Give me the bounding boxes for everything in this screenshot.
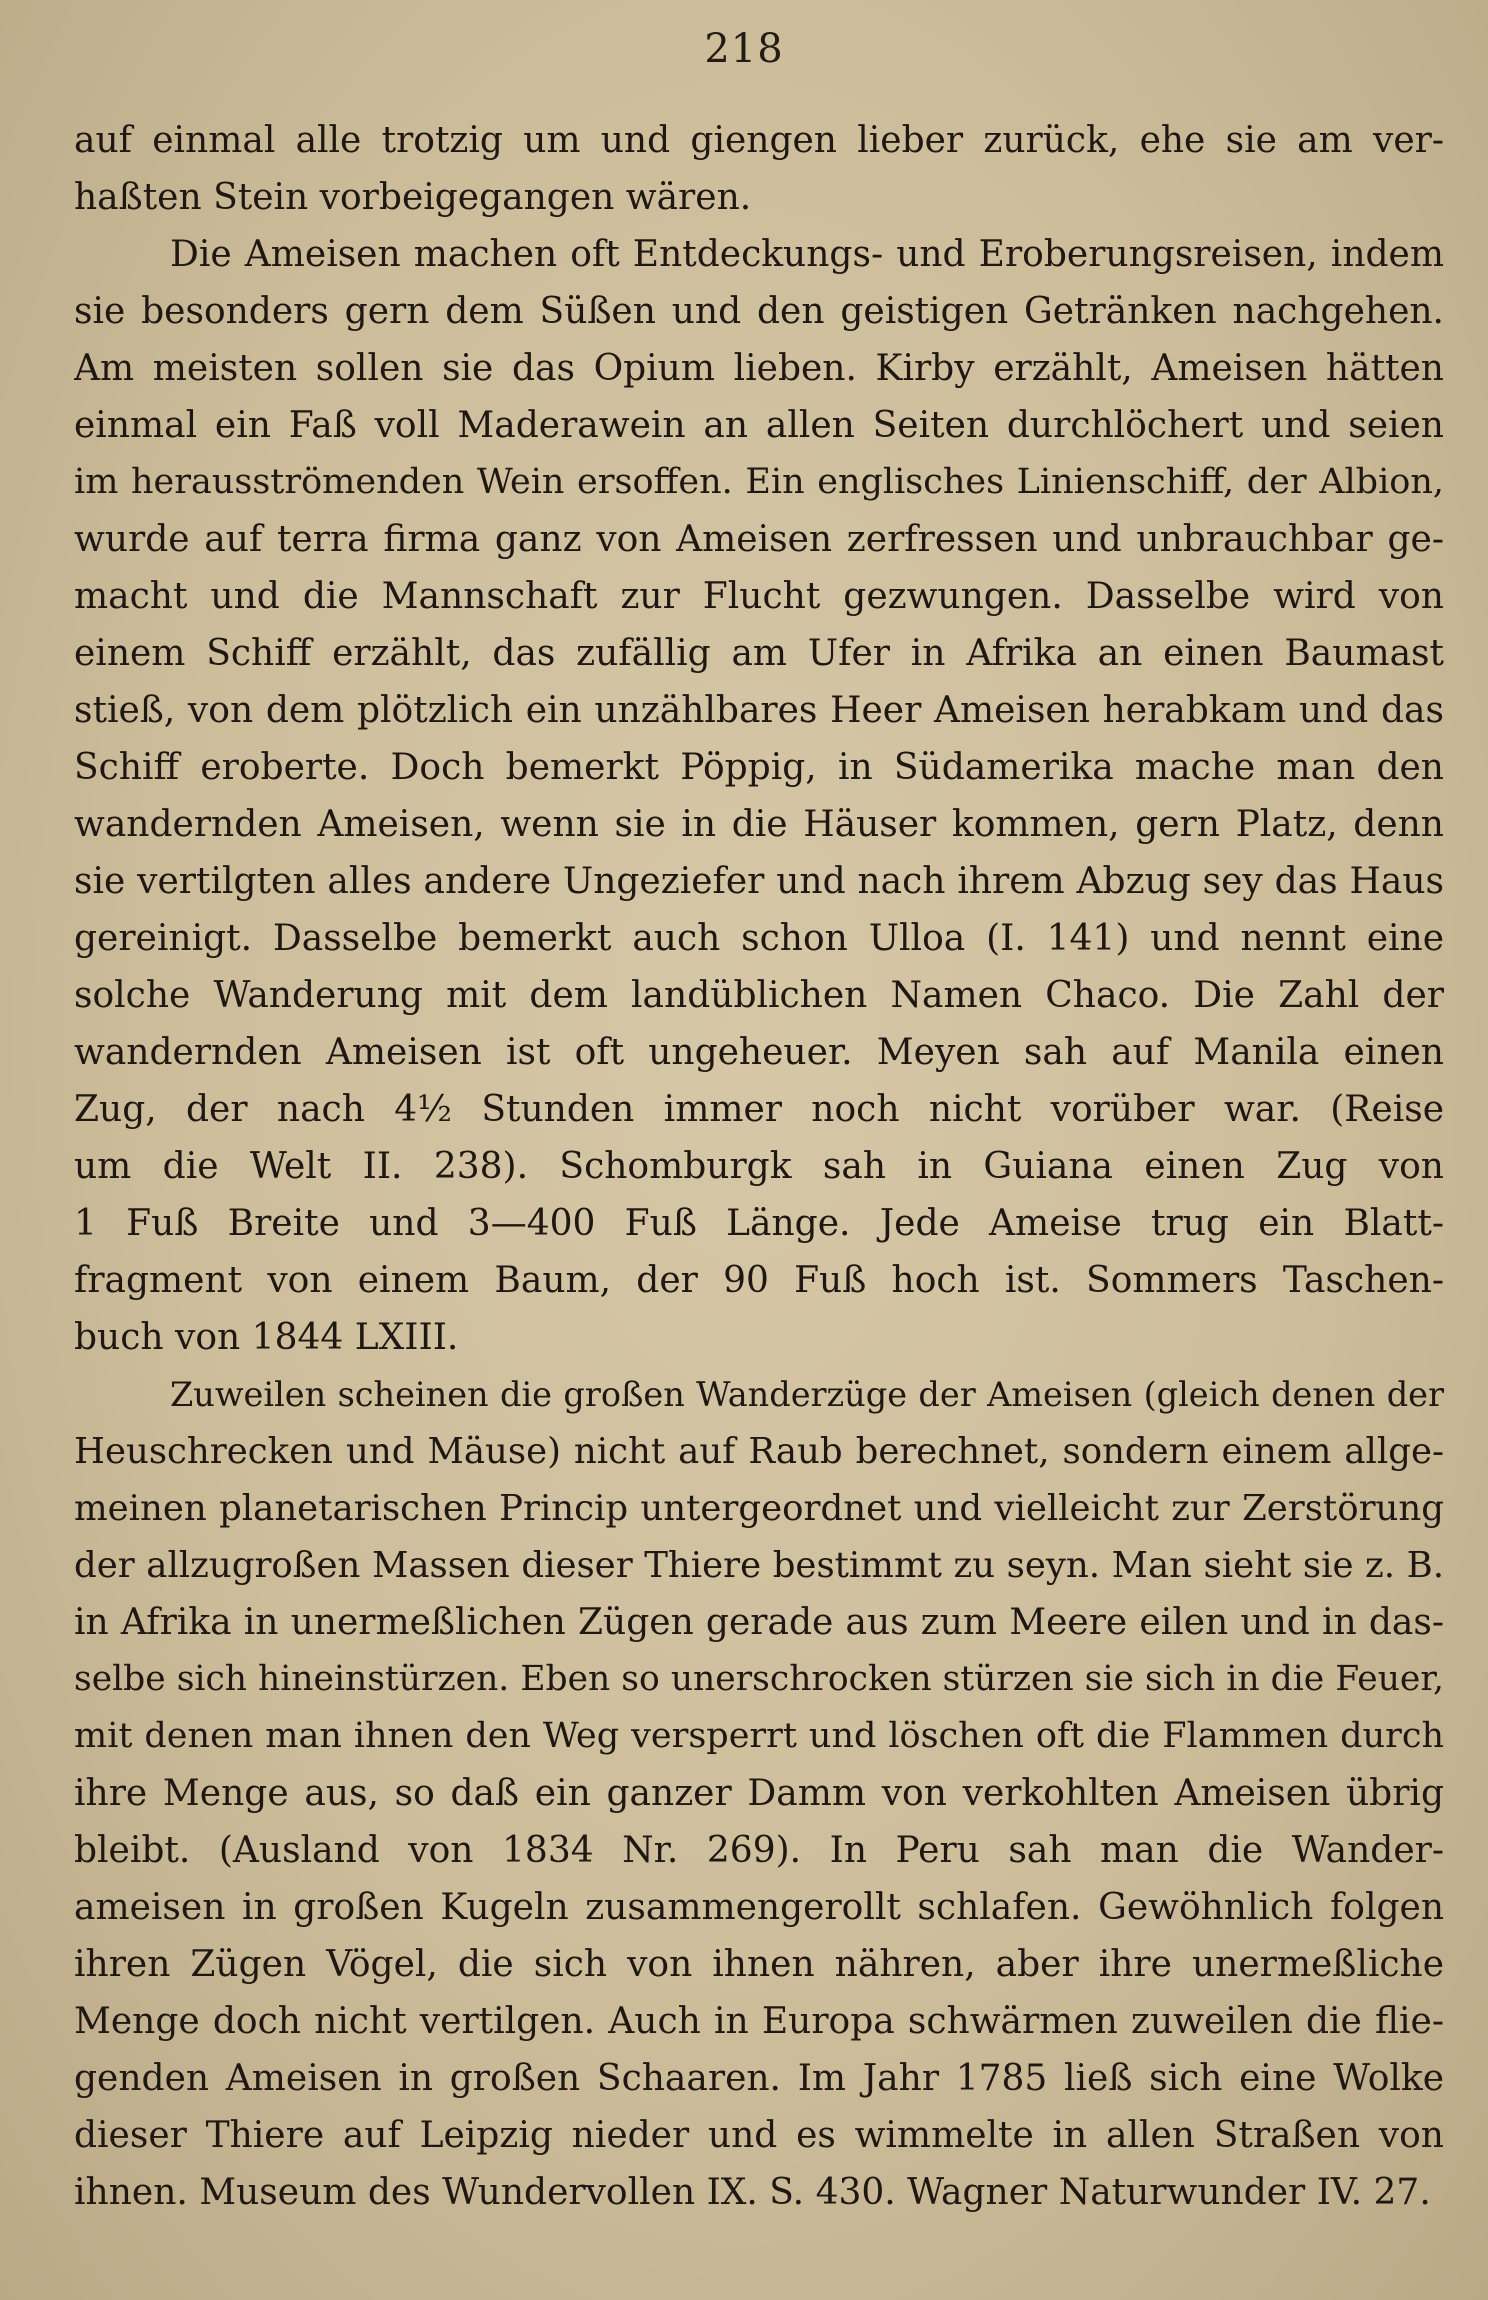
text-line: haßten Stein vorbeigegangen wären. xyxy=(74,177,752,218)
text-line: wurde auf terra firma ganz von Ameisen zerfressen und unbrauchbar ge- xyxy=(74,519,1444,560)
paragraph xyxy=(74,112,1444,226)
text-line: genden Ameisen in großen Schaaren. Im Jahr 1785 ließ sich eine Wolke xyxy=(74,2058,1444,2099)
text-line: einem Schiff erzählt, das zufällig am Ufer in Afrika an einen Baumast xyxy=(74,633,1444,674)
text-line: auf einmal alle trotzig um und giengen lieber zurück, ehe sie am ver- xyxy=(74,120,1444,161)
text-line: gereinigt. Dasselbe bemerkt auch schon Ulloa (I. 141) und nennt eine xyxy=(74,918,1444,959)
paragraph xyxy=(74,1366,1444,2221)
text-line: wandernden Ameisen ist oft ungeheuer. Meyen sah auf Manila einen xyxy=(74,1032,1444,1073)
text-line: ihre Menge aus, so daß ein ganzer Damm von verkohlten Ameisen übrig xyxy=(74,1773,1444,1814)
text-line: ihren Zügen Vögel, die sich von ihnen nähren, aber ihre unermeßliche xyxy=(74,1944,1444,1985)
text-line: im herausströmenden Wein ersoffen. Ein englisches Linienschiff, der Albion, xyxy=(74,462,1444,502)
text-line: ameisen in großen Kugeln zusammengerollt schlafen. Gewöhnlich folgen xyxy=(74,1887,1444,1928)
text-line: Schiff eroberte. Doch bemerkt Pöppig, in Südamerika mache man den xyxy=(74,747,1444,788)
text-line: Heuschrecken und Mäuse) nicht auf Raub berechnet, sondern einem allge- xyxy=(74,1431,1444,1472)
paragraph xyxy=(74,226,1444,1366)
text-line: dieser Thiere auf Leipzig nieder und es wimmelte in allen Straßen von xyxy=(74,2115,1444,2156)
page-number: 218 xyxy=(704,26,784,72)
text-line: Zuweilen scheinen die großen Wanderzüge der Ameisen (gleich denen der xyxy=(170,1375,1444,1414)
body-text xyxy=(74,112,1444,2221)
text-line: meinen planetarischen Princip untergeordnet und vielleicht zur Zerstörung xyxy=(74,1488,1444,1529)
text-line: Menge doch nicht vertilgen. Auch in Europa schwärmen zuweilen die flie- xyxy=(74,2001,1444,2042)
text-line: sie vertilgten alles andere Ungeziefer und nach ihrem Abzug sey das Haus xyxy=(74,861,1444,902)
text-line: mit denen man ihnen den Weg versperrt und löschen oft die Flammen durch xyxy=(74,1716,1444,1756)
text-line: in Afrika in unermeßlichen Zügen gerade aus zum Meere eilen und in das- xyxy=(74,1602,1444,1643)
text-line: Die Ameisen machen oft Entdeckungs- und Eroberungsreisen, indem xyxy=(170,234,1444,275)
text-line: sie besonders gern dem Süßen und den geistigen Getränken nachgehen. xyxy=(74,291,1444,332)
text-line: Am meisten sollen sie das Opium lieben. Kirby erzählt, Ameisen hätten xyxy=(74,348,1444,389)
text-line: der allzugroßen Massen dieser Thiere bestimmt zu seyn. Man sieht sie z. B. xyxy=(74,1545,1444,1586)
text-line: 1 Fuß Breite und 3—400 Fuß Länge. Jede Ameise trug ein Blatt- xyxy=(74,1203,1444,1244)
text-line: wandernden Ameisen, wenn sie in die Häuser kommen, gern Platz, denn xyxy=(74,804,1444,845)
text-line: buch von 1844 LXIII. xyxy=(74,1317,459,1358)
text-line: um die Welt II. 238). Schomburgk sah in Guiana einen Zug von xyxy=(74,1146,1444,1187)
text-line: einmal ein Faß voll Maderawein an allen Seiten durchlöchert und seien xyxy=(74,405,1444,446)
text-line: stieß, von dem plötzlich ein unzählbares Heer Ameisen herabkam und das xyxy=(74,690,1444,731)
text-line: macht und die Mannschaft zur Flucht gezwungen. Dasselbe wird von xyxy=(74,576,1444,617)
text-line: solche Wanderung mit dem landüblichen Namen Chaco. Die Zahl der xyxy=(74,975,1444,1016)
text-line: fragment von einem Baum, der 90 Fuß hoch ist. Sommers Taschen- xyxy=(74,1260,1444,1301)
text-line: selbe sich hineinstürzen. Eben so unerschrocken stürzen sie sich in die Feuer, xyxy=(74,1659,1444,1699)
text-line: Zug, der nach 4½ Stunden immer noch nicht vorüber war. (Reise xyxy=(74,1089,1444,1130)
text-line: ihnen. Museum des Wundervollen IX. S. 430. Wagner Naturwunder IV. 27. xyxy=(74,2172,1431,2213)
text-line: bleibt. (Ausland von 1834 Nr. 269). In Peru sah man die Wander- xyxy=(74,1830,1444,1871)
